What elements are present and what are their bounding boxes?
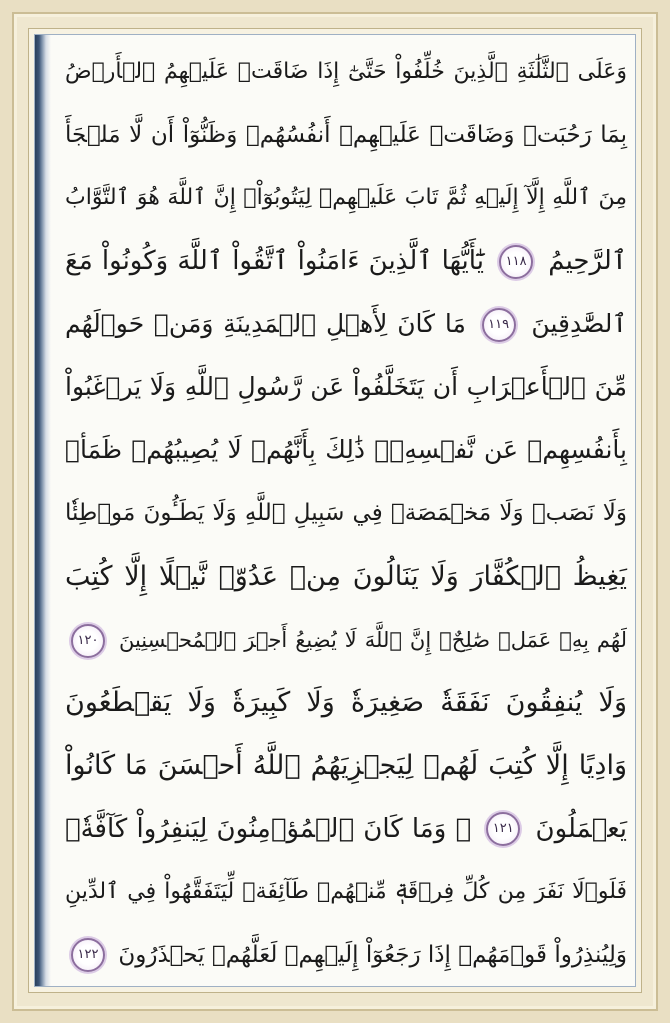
mushaf-page (34, 34, 636, 987)
line-text: مِّنَ ٱلۡأَعۡرَابِ أَن يَتَخَلَّفُواْ عَن رَّسُولِ ٱللَّهِ وَلَا يَرۡغَبُواْ (65, 372, 627, 402)
line-text-continued: مَا كَانَ لِأَهۡلِ ٱلۡمَدِينَةِ وَمَنۡ حَوۡلَهُم (65, 309, 466, 339)
text-line (65, 619, 627, 661)
ayah-number-marker: ١١٨ (499, 245, 533, 279)
line-text: وَادِيًا إِلَّا كُتِبَ لَهُمۡ لِيَجۡزِيَهُمُ ٱللَّهُ أَحۡسَنَ مَا كَانُواْ (65, 749, 627, 781)
line-text: بِمَا رَحُبَتۡ وَضَاقَتۡ عَلَيۡهِمۡ أَنفُسُهُمۡ وَظَنُّوٓاْ أَن لَّا مَلۡجَأَ (65, 122, 627, 149)
text-line (65, 240, 627, 282)
text-line (65, 492, 627, 534)
line-text: ٱلرَّحِيمُ (548, 246, 627, 277)
line-text: يَغِيظُ ٱلۡكُفَّارَ وَلَا يَنَالُونَ مِنۡ عَدُوّٖ نَّيۡلًا إِلَّا كُتِبَ (65, 560, 627, 592)
line-text: مِنَ ٱللَّهِ إِلَّآ إِلَيۡهِ ثُمَّ تَابَ عَلَيۡهِمۡ لِيَتُوبُوٓاْۚ إِنَّ ٱللَّهَ هُوَ ٱلتَّوَّابُ (65, 185, 627, 211)
text-line (65, 303, 627, 345)
text-line (65, 808, 627, 850)
line-text: فَلَوۡلَا نَفَرَ مِن كُلِّ فِرۡقَةٖ مِّنۡهُمۡ طَآئِفَةٞ لِّيَتَفَقَّهُواْ فِي ٱلدِّينِ (65, 878, 627, 904)
line-text: وَلَا نَصَبٞ وَلَا مَخۡمَصَةٞ فِي سَبِيلِ ٱللَّهِ وَلَا يَطَـُٔونَ مَوۡطِئٗا (65, 500, 627, 527)
line-text-continued: ۞ وَمَا كَانَ ٱلۡمُؤۡمِنُونَ لِيَنفِرُواْ كَآفَّةٗۚ (65, 813, 472, 844)
ayah-number-marker: ١٢٠ (71, 624, 105, 658)
text-line (65, 871, 627, 913)
line-text: يَعۡمَلُونَ (535, 813, 628, 844)
verse-text-block (65, 51, 627, 976)
ayah-number-marker: ١٢٢ (71, 938, 105, 972)
text-line (65, 114, 627, 156)
text-line (65, 429, 627, 471)
text-line (65, 177, 627, 219)
line-text: وَعَلَى ٱلثَّلَٰثَةِ ٱلَّذِينَ خُلِّفُواْ حَتَّىٰٓ إِذَا ضَاقَتۡ عَلَيۡهِمُ ٱلۡأَرۡضُ (65, 59, 627, 84)
line-text-continued: يَٰٓأَيُّهَا ٱلَّذِينَ ءَامَنُواْ ٱتَّقُواْ ٱللَّهَ وَكُونُواْ مَعَ (65, 246, 484, 277)
line-text: لَهُم بِهِۦ عَمَلٞ صَٰلِحٌۚ إِنَّ ٱللَّهَ لَا يُضِيعُ أَجۡرَ ٱلۡمُحۡسِنِينَ (118, 627, 627, 652)
text-line (65, 51, 627, 93)
text-line (65, 745, 627, 787)
ayah-number-marker: ١٢١ (486, 812, 520, 846)
text-line (65, 934, 627, 976)
line-text: بِأَنفُسِهِمۡ عَن نَّفۡسِهِۦۚ ذَٰلِكَ بِأَنَّهُمۡ لَا يُصِيبُهُمۡ ظَمَأٞ (65, 435, 627, 465)
text-line (65, 366, 627, 408)
text-line (65, 556, 627, 598)
line-text: وَلَا يُنفِقُونَ نَفَقَةٗ صَغِيرَةٗ وَلَا كَبِيرَةٗ وَلَا يَقۡطَعُونَ (65, 686, 627, 718)
ayah-number-marker: ١١٩ (482, 308, 516, 342)
text-line (65, 682, 627, 724)
page-spine-edge (35, 35, 51, 986)
line-text: ٱلصَّٰدِقِينَ (531, 309, 628, 339)
line-text: وَلِيُنذِرُواْ قَوۡمَهُمۡ إِذَا رَجَعُوٓاْ إِلَيۡهِمۡ لَعَلَّهُمۡ يَحۡذَرُونَ (118, 941, 627, 968)
